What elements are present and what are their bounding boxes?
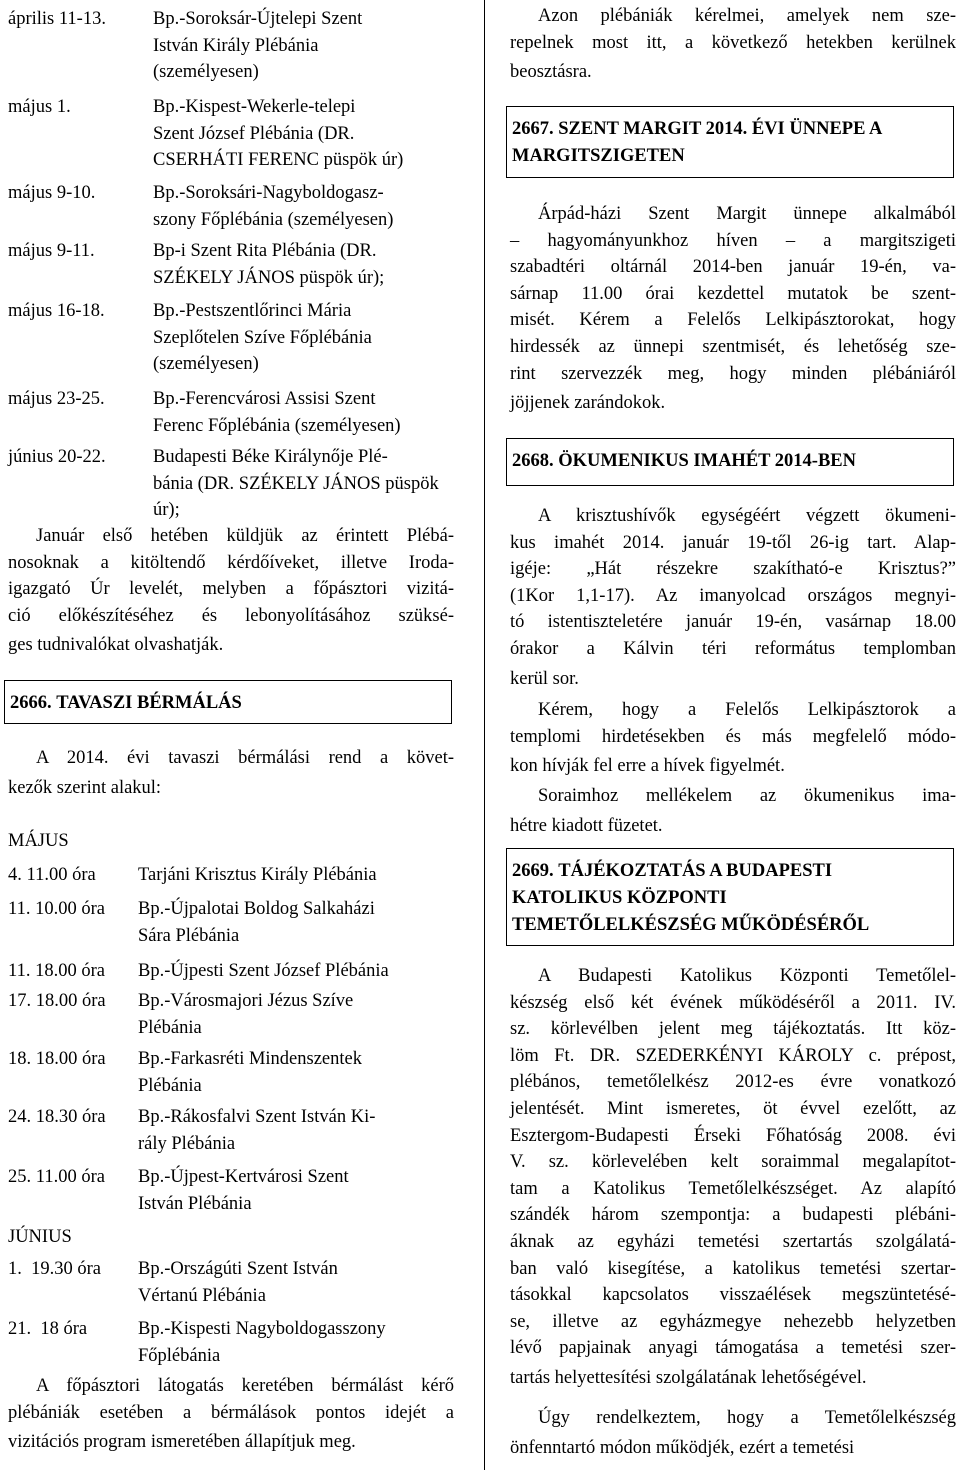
- schedule-date: május 1.: [8, 97, 71, 117]
- schedule-parish-line: CSERHÁTI FERENC püspök úr): [153, 150, 404, 171]
- schedule-date: május 9-10.: [8, 183, 96, 203]
- schedule-parish-line: SZÉKELY JÁNOS püspök úr);: [153, 267, 385, 288]
- section-heading: SZENT MARGIT 2014. ÉVI ÜNNEPE A: [558, 119, 883, 139]
- schedule-parish-line: Szent József Plébánia (DR.: [153, 123, 355, 144]
- confirmation-parish: Főplébánia: [138, 1345, 221, 1366]
- pastors-paragraph-line: kon hívják fel erre a hívek figyelmét.: [510, 756, 785, 777]
- cemetery-paragraph-line: tam a Katolikus Temetőlelkészséget. Az alapító: [510, 1178, 956, 1199]
- section-heading: MARGITSZIGETEN: [512, 146, 685, 166]
- booklet-paragraph-line: Soraimhoz mellékelem az ökumenikus ima-: [538, 786, 956, 806]
- margit-paragraph-line: Árpád-házi Szent Margit ünnepe alkalmából: [538, 204, 956, 224]
- schedule-parish-line: Ferenc Főplébánia (személyesen): [153, 415, 401, 436]
- requests-paragraph-line: repelnek most itt, a következő hetekben kerülnek: [510, 32, 956, 53]
- okumenikus-paragraph-line: (1Kor 1,1-17). Az imanyolcad országos megnyi-: [510, 585, 956, 606]
- selfsustain-paragraph-line: önfenntartó módon működjék, ezért a temetési: [510, 1437, 855, 1458]
- section-heading: TAVASZI BÉRMÁLÁS: [56, 693, 242, 713]
- section-2669-title-2: [512, 885, 727, 911]
- confirmation-time: 25. 11.00 óra: [8, 1167, 105, 1187]
- section-number: 2668.: [512, 451, 554, 471]
- intro-paragraph-line: ció előkészítéséhez és lebonyolításához szüksé-: [8, 605, 454, 626]
- schedule-date: május 23-25.: [8, 389, 105, 409]
- confirmation-parish: Plébánia: [138, 1017, 202, 1038]
- okumenikus-paragraph-line: órakor a Kálvin téri református templomban: [510, 639, 956, 659]
- cemetery-paragraph-line: áknak az egyházi temetési szertartás szolgálatá-: [510, 1232, 956, 1252]
- cemetery-paragraph-line: ban való kisegítése, a katolikus temetési szertar-: [510, 1258, 956, 1279]
- margit-paragraph-line: sárnap 11.00 órai kezdettel mutatok be szent-: [510, 283, 956, 304]
- cemetery-paragraph-line: készség első két évének működéséről a 2011. IV.: [510, 992, 956, 1013]
- intro-paragraph-line: ges tudnivalókat olvashatják.: [8, 635, 224, 656]
- margit-paragraph-line: hirdessék az ünnepi szentmisét, és lehetőség sze-: [510, 337, 956, 357]
- schedule-parish-line: bánia (DR. SZÉKELY JÁNOS püspök: [153, 473, 439, 494]
- section-number: 2669.: [512, 861, 554, 881]
- confirmation-parish: Tarjáni Krisztus Király Plébánia: [138, 865, 377, 885]
- schedule-parish-line: Bp-i Szent Rita Plébánia (DR.: [153, 241, 377, 261]
- month-label: JÚNIUS: [8, 1227, 72, 1247]
- schedule-parish-line: Bp.-Kispest-Wekerle-telepi: [153, 97, 356, 117]
- confirmation-time: 11. 18.00 óra: [8, 961, 105, 981]
- margit-paragraph-line: rint szervezzék meg, hogy minden plébániáról: [510, 363, 956, 384]
- cemetery-paragraph-line: tásokkal kapcsolatos visszaélések megszüntetésé-: [510, 1285, 956, 1306]
- section-2666-title: [10, 690, 242, 716]
- confirmation-parish: Bp.-Farkasréti Mindenszentek: [138, 1049, 362, 1069]
- schedule-date: május 16-18.: [8, 301, 105, 321]
- confirmation-parish: Bp.-Városmajori Jézus Szíve: [138, 991, 354, 1011]
- confirmation-parish: Sára Plébánia: [138, 925, 240, 946]
- confirmation-parish: Bp.-Újpesti Szent József Plébánia: [138, 961, 389, 981]
- closing-paragraph-line: vizitációs program ismeretében állapítjuk meg.: [8, 1432, 356, 1453]
- schedule-parish-line: Bp.-Soroksár-Újtelepi Szent: [153, 9, 363, 29]
- schedule-parish-line: Bp.-Ferencvárosi Assisi Szent: [153, 389, 376, 409]
- cemetery-paragraph-line: löm Ft. DR. SZEDERKÉNYI KÁROLY c. prépost,: [510, 1045, 956, 1066]
- schedule-parish-line: Bp.-Pestszentlőrinci Mária: [153, 301, 352, 321]
- column-divider: [484, 0, 485, 1470]
- confirmation-time: 4. 11.00 óra: [8, 865, 96, 885]
- section-2669-title: [512, 858, 832, 884]
- booklet-paragraph-line: hétre kiadott füzetet.: [510, 815, 663, 836]
- selfsustain-paragraph-line: Úgy rendelkeztem, hogy a Temetőlelkészség: [538, 1408, 956, 1428]
- schedule-parish-line: István Király Plébánia: [153, 35, 319, 56]
- section-heading: KATOLIKUS KÖZPONTI: [512, 888, 727, 908]
- confirmation-parish: Bp.-Kispesti Nagyboldogasszony: [138, 1319, 386, 1339]
- confirmation-parish: István Plébánia: [138, 1193, 252, 1214]
- confirmation-time: 21. 18 óra: [8, 1319, 88, 1339]
- okumenikus-paragraph-line: A krisztushívők egységéért végzett ökumeni-: [538, 506, 956, 526]
- schedule-parish-line: Budapesti Béke Királynője Plé-: [153, 447, 388, 467]
- confirmation-time: 17. 18.00 óra: [8, 991, 106, 1011]
- pastors-paragraph-line: Kérem, hogy a Felelős Lelkipásztorok a: [538, 700, 956, 720]
- section-number: 2667.: [512, 119, 554, 139]
- confirmation-parish: Bp.-Újpalotai Boldog Salkaházi: [138, 899, 375, 919]
- confirmation-time: 1. 19.30 óra: [8, 1259, 101, 1279]
- margit-paragraph-line: misét. Kérem a Felelős Lelkipásztorokat, hogy: [510, 310, 956, 331]
- cemetery-paragraph-line: sz. körlevélben jelent meg tájékoztatás. Itt köz-: [510, 1019, 956, 1040]
- section-2667-title-2: [512, 143, 685, 169]
- cemetery-paragraph-line: jelentését. Mint ismeretes, öt évvel ezelőtt, az: [510, 1099, 956, 1119]
- section-heading: TEMETŐLELKÉSZSÉG MŰKÖDÉSÉRŐL: [512, 915, 870, 935]
- confirmation-parish: Bp.-Rákosfalvi Szent István Ki-: [138, 1107, 376, 1127]
- bermalas-intro-line: kezők szerint alakul:: [8, 777, 162, 798]
- schedule-parish-line: Szeplőtelen Szíve Főplébánia: [153, 327, 372, 348]
- section-2669-title-3: [512, 912, 869, 938]
- cemetery-paragraph-line: plébános, temetőlelkész 2012-es évre vonatkozó: [510, 1072, 956, 1093]
- section-heading: ÖKUMENIKUS IMAHÉT 2014-BEN: [558, 451, 856, 471]
- schedule-parish-line: (személyesen): [153, 62, 259, 83]
- closing-paragraph-line: plébániák esetében a bérmálások pontos idejét a: [8, 1402, 454, 1423]
- okumenikus-paragraph-line: tó istentiszteletére január 19-én, vasárnap 18.00: [510, 612, 956, 633]
- section-heading: TÁJÉKOZTATÁS A BUDAPESTI: [558, 861, 833, 881]
- cemetery-paragraph-line: se, illetve az egyházmegye nehezebb helyzetben: [510, 1311, 956, 1332]
- pastors-paragraph-line: templomi hirdetésekben és más megfelelő módo-: [510, 726, 956, 747]
- cemetery-paragraph-line: Esztergom-Budapesti Érseki Főhatóság 2008. évi: [510, 1125, 956, 1146]
- confirmation-parish: Bp.-Újpest-Kertvárosi Szent: [138, 1167, 349, 1187]
- section-number: 2666.: [10, 693, 52, 713]
- cemetery-paragraph-line: V. sz. körlevelében kelt soraimmal megalapítot-: [510, 1152, 956, 1173]
- month-label: MÁJUS: [8, 831, 69, 851]
- confirmation-parish: Plébánia: [138, 1075, 202, 1096]
- cemetery-paragraph-line: lévő papjainak anyagi támogatása a temetési szer-: [510, 1338, 956, 1359]
- schedule-parish-line: (személyesen): [153, 354, 259, 375]
- closing-paragraph-line: A főpásztori látogatás keretében bérmálást kérő: [36, 1376, 454, 1396]
- schedule-parish-line: úr);: [153, 500, 180, 521]
- okumenikus-paragraph-line: igéje: „Hát részekre szakítható-e Krisztus?”: [510, 559, 956, 580]
- confirmation-time: 18. 18.00 óra: [8, 1049, 106, 1069]
- confirmation-time: 11. 10.00 óra: [8, 899, 105, 919]
- cemetery-paragraph-line: szándék három szempontja: a budapesti plébáni-: [510, 1205, 956, 1226]
- requests-paragraph-line: beosztásra.: [510, 62, 592, 83]
- section-2668-title: [512, 448, 856, 474]
- schedule-date: június 20-22.: [8, 447, 106, 467]
- intro-paragraph-line: nosoknak a kitöltendő kérdőíveket, illetve Iroda-: [8, 552, 454, 573]
- schedule-parish-line: Bp.-Soroksári-Nagyboldogasz-: [153, 183, 384, 203]
- intro-paragraph-line: Január első hetében küldjük az érintett Plébá-: [36, 526, 454, 546]
- okumenikus-paragraph-line: kus imahét 2014. január 19-től 26-ig tart. Alap-: [510, 532, 956, 553]
- margit-paragraph-line: szabadtéri oltárnál 2014-ben január 19-én, va-: [510, 257, 956, 278]
- okumenikus-paragraph-line: kerül sor.: [510, 668, 579, 689]
- confirmation-parish: Vértanú Plébánia: [138, 1285, 266, 1306]
- margit-paragraph-line: jöjjenek zarándokok.: [510, 393, 666, 414]
- requests-paragraph-line: Azon plébániák kérelmei, amelyek nem sze-: [538, 6, 956, 26]
- cemetery-paragraph-line: A Budapesti Katolikus Központi Temetőlel-: [538, 966, 956, 986]
- confirmation-parish: rály Plébánia: [138, 1133, 236, 1154]
- confirmation-parish: Bp.-Országúti Szent István: [138, 1259, 338, 1279]
- cemetery-paragraph-line: tartás helyettesítési szolgálatának lehetőségével.: [510, 1368, 867, 1388]
- bermalas-intro-line: A 2014. évi tavaszi bérmálási rend a követ-: [36, 748, 454, 768]
- section-2667-title: [512, 116, 882, 142]
- margit-paragraph-line: – hagyományunkhoz híven – a margitszigeti: [510, 230, 956, 251]
- intro-paragraph-line: igazgató Úr levelét, melyben a főpásztori vizitá-: [8, 579, 454, 600]
- schedule-date: május 9-11.: [8, 241, 95, 261]
- schedule-parish-line: szony Főplébánia (személyesen): [153, 209, 394, 230]
- confirmation-time: 24. 18.30 óra: [8, 1107, 106, 1127]
- schedule-date: április 11-13.: [8, 9, 106, 29]
